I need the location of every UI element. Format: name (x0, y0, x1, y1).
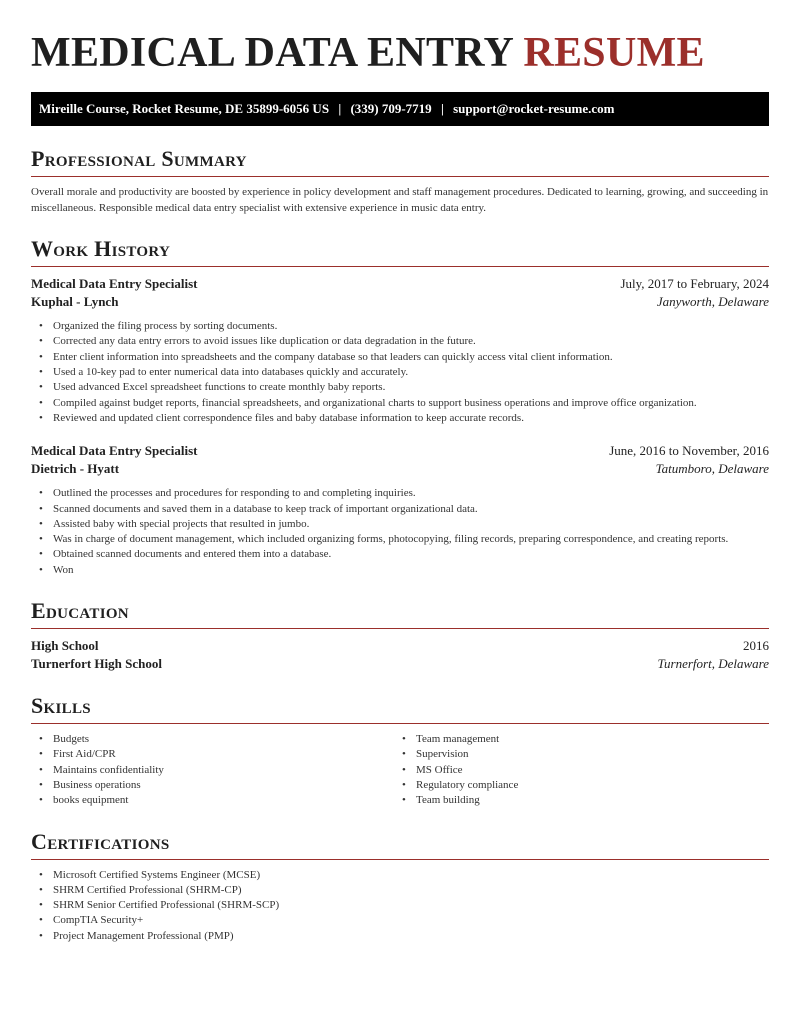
list-item: • Used advanced Excel spreadsheet functions to create monthly baby reports. (31, 380, 769, 395)
list-item: • Won (31, 563, 769, 578)
list-item: • Organized the filing process by sorting documents. (31, 319, 769, 334)
list-item: • Enter client information into spreadsheets and the company database so that leaders can quickly access vital client information. (31, 350, 769, 365)
job-title-row (31, 275, 769, 293)
list-item: • Scanned documents and saved them in a database to keep track of important organizational data. (31, 502, 769, 517)
contact-email: support@rocket-resume.com (453, 101, 615, 117)
list-item: • Team management (394, 732, 757, 747)
job-company: Dietrich - Hyatt (31, 461, 120, 477)
job-location: Janyworth, Delaware (656, 294, 769, 310)
job-bullets (31, 319, 769, 426)
list-item: • CompTIA Security+ (31, 913, 769, 928)
title-accent: RESUME (523, 30, 705, 76)
list-item: • Regulatory compliance (394, 778, 757, 793)
education-year: 2016 (743, 638, 769, 654)
list-item: • Compiled against budget reports, financial spreadsheets, and organizational charts to support business operations and improve office organization. (31, 396, 769, 411)
job-company-row (31, 460, 769, 478)
resume-title (31, 30, 769, 76)
list-item: • First Aid/CPR (31, 747, 394, 762)
skills-list-right (394, 732, 757, 808)
education-school-row (31, 655, 769, 673)
education-degree: High School (31, 638, 99, 654)
list-item: • Team building (394, 793, 757, 808)
list-item: • Used a 10-key pad to enter numerical data into databases quickly and accurately. (31, 365, 769, 380)
list-item: • Assisted baby with special projects that resulted in jumbo. (31, 517, 769, 532)
education-heading: Education (31, 598, 769, 629)
contact-separator: | (338, 101, 342, 117)
list-item: • Budgets (31, 732, 394, 747)
list-item: • Maintains confidentiality (31, 763, 394, 778)
list-item: • Was in charge of document management, which included organizing forms, photocopying, filing records, preparing correspondence, and creating reports. (31, 532, 769, 547)
job-location: Tatumboro, Delaware (655, 461, 769, 477)
education-entry (31, 637, 769, 673)
skills-heading: Skills (31, 693, 769, 724)
list-item: • MS Office (394, 763, 757, 778)
job-title: Medical Data Entry Specialist (31, 276, 198, 292)
job-company: Kuphal - Lynch (31, 294, 119, 310)
list-item: • Obtained scanned documents and entered them into a database. (31, 547, 769, 562)
list-item: • SHRM Certified Professional (SHRM-CP) (31, 883, 769, 898)
education-degree-row (31, 637, 769, 655)
contact-address: Mireille Course, Rocket Resume, DE 35899-6056 US (39, 101, 330, 117)
list-item: • Microsoft Certified Systems Engineer (MCSE) (31, 868, 769, 883)
list-item: • Outlined the processes and procedures for responding to and completing inquiries. (31, 486, 769, 501)
list-item: • books equipment (31, 793, 394, 808)
summary-text: Overall morale and productivity are boosted by experience in policy development and staff management procedures. Dedicated to learning, growing, and succeeding in miscellaneous. Responsible medical data entry specialist with extensive experience in music data entry. (31, 186, 769, 214)
list-item: • SHRM Senior Certified Professional (SHRM-SCP) (31, 898, 769, 913)
list-item: • Project Management Professional (PMP) (31, 929, 769, 944)
list-item: • Reviewed and updated client correspondence files and baby database information to keep accurate records. (31, 411, 769, 426)
job-bullets (31, 486, 769, 578)
contact-separator: | (440, 101, 444, 117)
list-item: • Supervision (394, 747, 757, 762)
summary-heading: Professional Summary (31, 146, 769, 177)
job-title-row (31, 442, 769, 460)
contact-phone: (339) 709-7719 (350, 101, 432, 117)
list-item: • Corrected any data entry errors to avoid issues like duplication or data degradation in the future. (31, 334, 769, 349)
job-dates: June, 2016 to November, 2016 (609, 443, 769, 459)
job-company-row (31, 293, 769, 311)
job-dates: July, 2017 to February, 2024 (620, 276, 769, 292)
work-history-heading: Work History (31, 236, 769, 267)
education-location: Turnerfort, Delaware (657, 656, 769, 672)
job-entry (31, 275, 769, 426)
skills-grid (31, 732, 769, 808)
job-title: Medical Data Entry Specialist (31, 443, 198, 459)
list-item: • Business operations (31, 778, 394, 793)
certifications-list (31, 868, 769, 944)
job-entry (31, 442, 769, 578)
contact-bar (31, 92, 769, 126)
skills-list-left (31, 732, 394, 808)
certifications-heading: Certifications (31, 829, 769, 860)
education-school: Turnerfort High School (31, 656, 162, 672)
title-main: MEDICAL DATA ENTRY (31, 30, 513, 76)
